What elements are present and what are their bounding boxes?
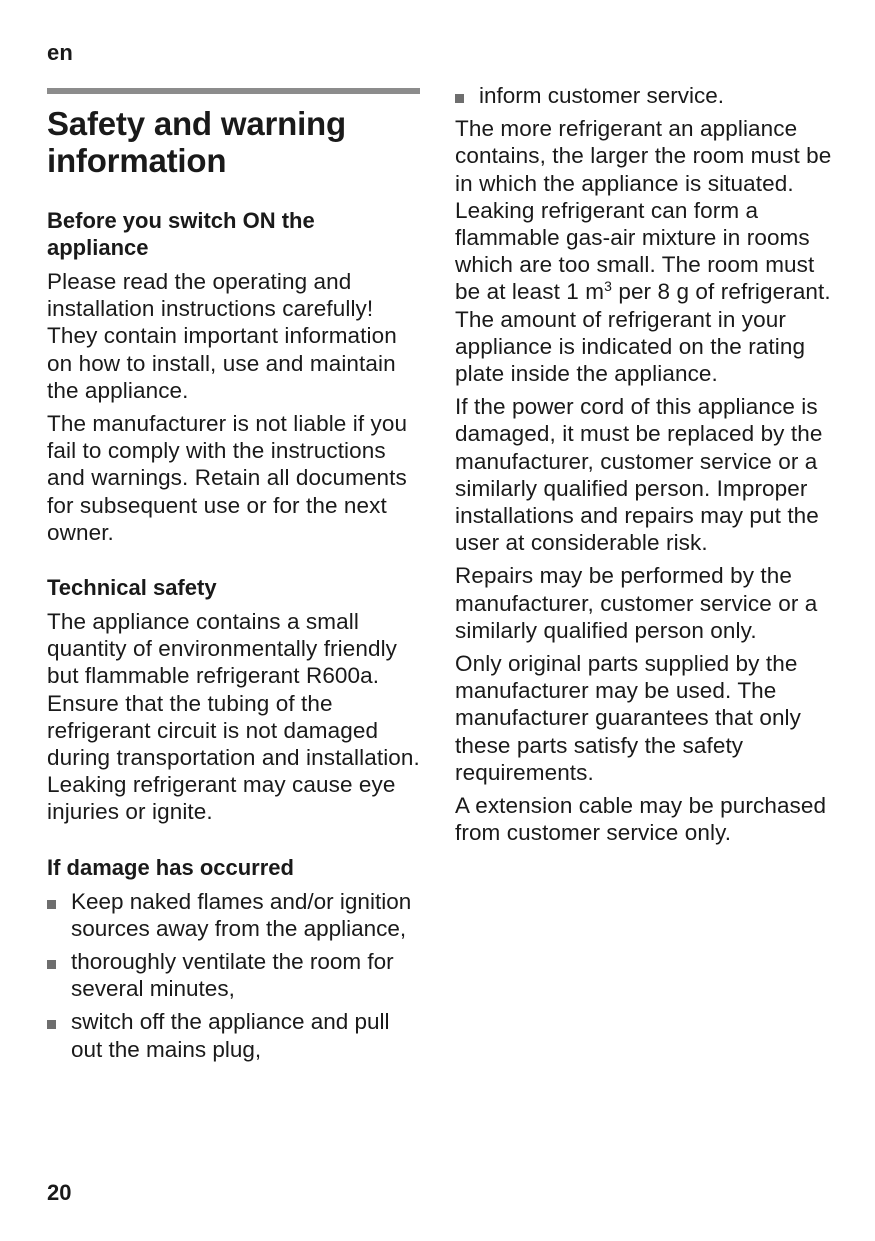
paragraph-power-cord: If the power cord of this appliance is damaged, it must be replaced by the manufacturer, customer service or a similarly qualified person. Improper installations and repairs may put the user at considerable risk. (455, 394, 823, 556)
room-size-text-cont: per 8 g of refrigerant. The amount of refrigerant in your appliance is indicated on the rating plate inside the appliance. (455, 279, 831, 387)
language-label: en (47, 40, 74, 65)
paragraph-refrigerant: The appliance contains a small quantity of environmentally friendly but flammable refrigerant R600a. Ensure that the tubing of the refrigerant circuit is not damaged during transportation and installation. Leaking refrigerant may cause eye injuries or ignite. (47, 609, 420, 825)
list-item (455, 82, 845, 109)
list-item (47, 948, 420, 1002)
page-title: Safety and warning information (47, 105, 346, 179)
list-item-text: inform customer service. (479, 83, 725, 108)
paragraph-original-parts: Only original parts supplied by the manufacturer may be used. The manufacturer guarantees that only these parts satisfy the safety requirements. (455, 651, 802, 785)
paragraph-repairs: Repairs may be performed by the manufacturer, customer service or a similarly qualified person only. (455, 563, 818, 643)
paragraph-extension-cable: A extension cable may be purchased from customer service only. (455, 793, 827, 846)
superscript-three: 3 (604, 278, 612, 295)
paragraph-read-instructions: Please read the operating and installation instructions carefully! They contain important information on how to install, use and maintain the appliance. (47, 269, 397, 403)
square-bullet-icon (47, 960, 56, 969)
right-column (455, 82, 845, 852)
list-item-text: Keep naked flames and/or ignition sources away from the appliance, (71, 888, 412, 941)
list-item (47, 888, 420, 942)
room-size-text: The more refrigerant an appliance contains, the larger the room must be in which the appliance is situated. Leaking refrigerant can form a flammable gas-air mixture in rooms which are too small. The room must be at least 1 m (455, 116, 832, 305)
square-bullet-icon (47, 1020, 56, 1029)
paragraph-manufacturer-liability: The manufacturer is not liable if you fail to comply with the instructions and warnings. Retain all documents for subsequent use or for the next owner. (47, 411, 408, 545)
list-item-text: thoroughly ventilate the room for several minutes, (71, 949, 394, 1002)
square-bullet-icon (47, 900, 56, 909)
paragraph-room-size (455, 115, 845, 387)
list-item (47, 1008, 420, 1062)
section-heading-technical-safety: Technical safety (47, 575, 217, 601)
left-column (47, 88, 420, 1069)
section-rule (47, 88, 420, 94)
page-number: 20 (47, 1180, 72, 1205)
square-bullet-icon (455, 94, 464, 103)
list-item-text: switch off the appliance and pull out the mains plug, (71, 1009, 390, 1062)
section-heading-if-damage: If damage has occurred (47, 854, 294, 880)
section-heading-before-switch-on: Before you switch ON the appliance (47, 208, 315, 260)
damage-bullet-list-continued (455, 82, 845, 109)
damage-bullet-list (47, 888, 420, 1063)
